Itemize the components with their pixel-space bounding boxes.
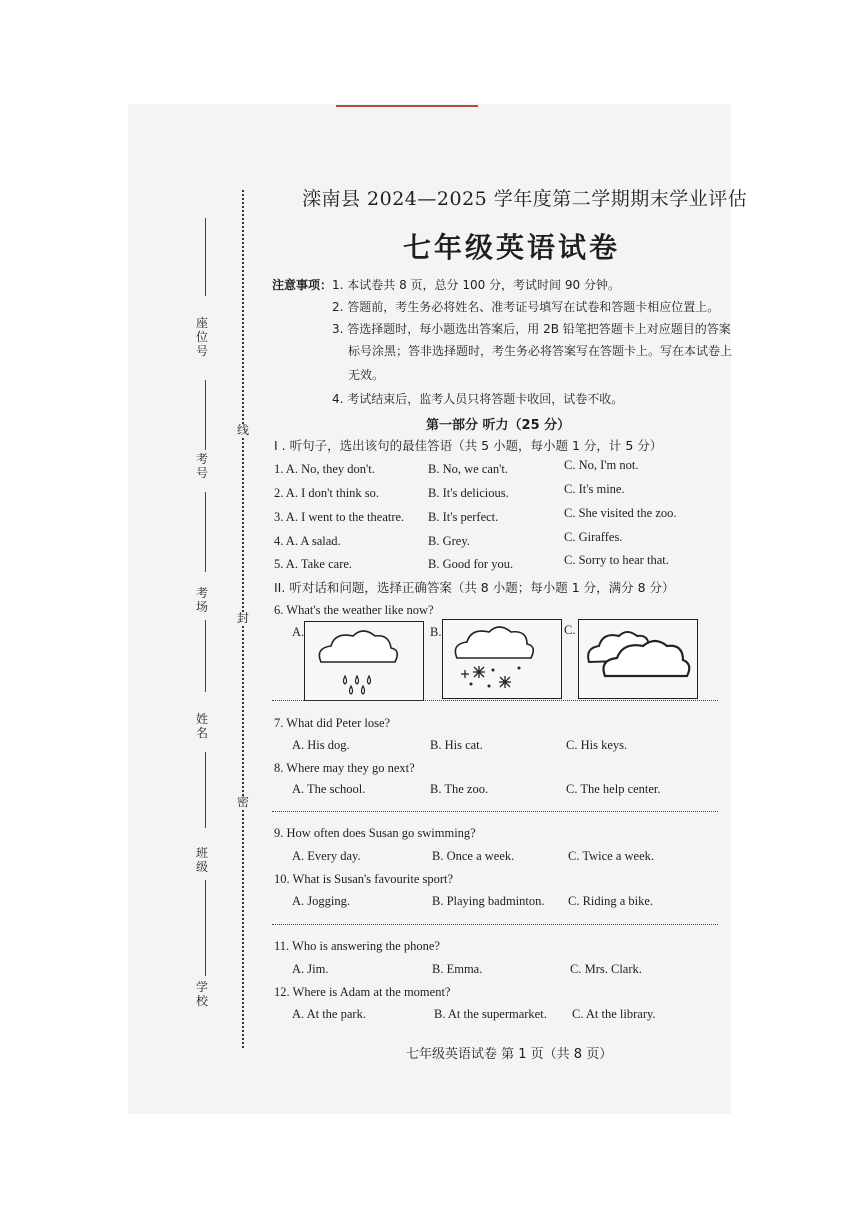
class-label: 班级	[196, 846, 209, 874]
q8-option-a: A. The school.	[292, 782, 366, 796]
q3-option-c: C. She visited the zoo.	[564, 506, 677, 520]
room-label: 考场	[196, 586, 209, 614]
q3-option-a: 3. A. I went to the theatre.	[274, 510, 405, 524]
name-write-line	[205, 620, 206, 692]
page-footer: 七年级英语试卷 第 1 页（共 8 页）	[406, 1047, 613, 1062]
seal-xian: 线	[236, 423, 249, 437]
q12-option-b: B. At the supermarket.	[434, 1007, 547, 1021]
q11-stem: 11. Who is answering the phone?	[274, 939, 440, 953]
snowy-cloud-icon	[443, 620, 561, 698]
q10-option-b: B. Playing badminton.	[432, 894, 545, 908]
part1-heading: 第一部分 听力（25 分）	[426, 418, 571, 433]
notice-label: 注意事项：	[272, 278, 333, 292]
q11-option-c: C. Mrs. Clark.	[570, 962, 642, 976]
school-write-line	[205, 880, 206, 976]
section2-instruction: II. 听对话和问题，选择正确答案（共 8 小题；每小题 1 分，满分 8 分）	[274, 580, 675, 595]
q7-option-a: A. His dog.	[292, 738, 350, 752]
q7-stem: 7. What did Peter lose?	[274, 716, 391, 730]
q9-stem: 9. How often does Susan go swimming?	[274, 826, 476, 840]
notice-item-4: 4. 考试结束后，监考人员只将答题卡收回，试卷不收。	[332, 392, 624, 406]
q4-option-c: C. Giraffes.	[564, 530, 623, 544]
q2-option-b: B. It's delicious.	[428, 486, 509, 500]
q2-option-a: 2. A. I don't think so.	[274, 486, 380, 500]
q8-option-b: B. The zoo.	[430, 782, 489, 796]
q9-option-c: C. Twice a week.	[568, 849, 655, 863]
q5-option-c: C. Sorry to hear that.	[564, 553, 669, 567]
notice-item-3: 3. 答选择题时，每小题选出答案后，用 2B 铅笔把答题卡上对应题目的答案	[332, 322, 731, 336]
exam-no-label: 考号	[196, 452, 209, 480]
divider-3	[272, 924, 718, 925]
q1-option-a: 1. A. No, they don't.	[274, 462, 375, 476]
notice-item-3-end: 无效。	[348, 368, 385, 382]
cloudy-icon	[579, 620, 697, 698]
q6-picture-a	[304, 621, 424, 701]
q10-stem: 10. What is Susan's favourite sport?	[274, 872, 454, 886]
seal-feng: 封	[236, 611, 249, 625]
notice-item-2: 2. 答题前，考生务必将姓名、准考证号填写在试卷和答题卡相应位置上。	[332, 300, 720, 314]
q6-picture-b	[442, 619, 562, 699]
divider-2	[272, 811, 718, 812]
q12-option-a: A. At the park.	[292, 1007, 366, 1021]
q11-option-a: A. Jim.	[292, 962, 329, 976]
q12-option-c: C. At the library.	[572, 1007, 656, 1021]
seat-write-line	[205, 218, 206, 296]
q7-option-b: B. His cat.	[430, 738, 483, 752]
q4-option-b: B. Grey.	[428, 534, 470, 548]
q6-label-a: A.	[292, 625, 305, 639]
q5-option-b: B. Good for you.	[428, 557, 514, 571]
q1-option-c: C. No, I'm not.	[564, 458, 639, 472]
q6-picture-c	[578, 619, 698, 699]
q6-label-b: B.	[430, 625, 442, 639]
section1-instruction: I . 听句子，选出该句的最佳答语（共 5 小题，每小题 1 分，计 5 分）	[274, 438, 663, 453]
q8-stem: 8. Where may they go next?	[274, 761, 415, 775]
q2-option-c: C. It's mine.	[564, 482, 625, 496]
q8-option-c: C. The help center.	[566, 782, 661, 796]
top-edge-mark	[336, 105, 478, 107]
rainy-cloud-icon	[305, 622, 423, 700]
name-label: 姓名	[196, 712, 209, 740]
q9-option-b: B. Once a week.	[432, 849, 515, 863]
q5-option-a: 5. A. Take care.	[274, 557, 353, 571]
divider-1	[272, 700, 718, 701]
seat-label: 座位号	[196, 316, 209, 358]
school-label: 学校	[196, 980, 209, 1008]
q6-stem: 6. What's the weather like now?	[274, 603, 434, 617]
class-write-line	[205, 752, 206, 828]
q10-option-a: A. Jogging.	[292, 894, 350, 908]
q3-option-b: B. It's perfect.	[428, 510, 499, 524]
q10-option-c: C. Riding a bike.	[568, 894, 654, 908]
seal-mi: 密	[236, 795, 249, 809]
q6-label-c: C.	[564, 623, 576, 637]
notice-item-3-cont: 标号涂黑；答非选择题时，考生务必将答案写在答题卡上。写在本试卷上	[348, 344, 733, 358]
exam-title-main: 七年级英语试卷	[403, 231, 621, 264]
room-write-line	[205, 492, 206, 572]
q1-option-b: B. No, we can't.	[428, 462, 509, 476]
q4-option-a: 4. A. A salad.	[274, 534, 341, 548]
q11-option-b: B. Emma.	[432, 962, 483, 976]
q9-option-a: A. Every day.	[292, 849, 361, 863]
exam-title-line: 滦南县 2024—2025 学年度第二学期期末学业评估	[302, 188, 748, 210]
q7-option-c: C. His keys.	[566, 738, 628, 752]
exam-no-write-line	[205, 380, 206, 450]
notice-item-1: 1. 本试卷共 8 页，总分 100 分，考试时间 90 分钟。	[332, 278, 620, 292]
q12-stem: 12. Where is Adam at the moment?	[274, 985, 451, 999]
